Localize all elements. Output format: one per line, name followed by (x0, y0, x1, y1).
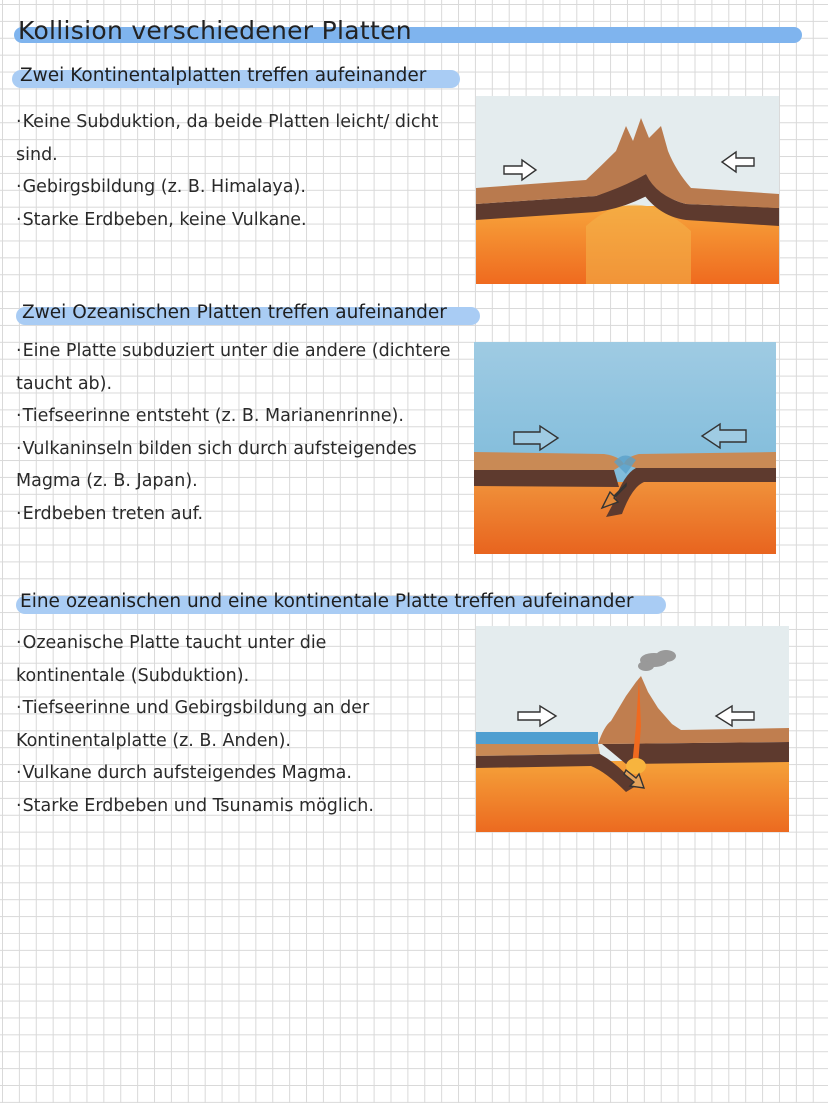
continental-collision-diagram (476, 96, 779, 284)
section-heading-2: Zwei Ozeanischen Platten treffen aufeinander (22, 302, 447, 323)
section-heading-3: Eine ozeanischen und eine kontinentale Platte treffen aufeinander (20, 591, 634, 612)
bullet-item: · Gebirgsbildung (z. B. Himalaya). (16, 171, 446, 204)
oceanic-collision-diagram (474, 342, 776, 554)
ocean (476, 732, 598, 744)
ocean-crust (476, 744, 600, 756)
bullet-item: · Erdbeben treten auf. (16, 498, 466, 531)
lithosphere-left (474, 470, 619, 487)
crust-left (474, 452, 624, 470)
bullet-item: · Vulkaninseln bilden sich durch aufsteigendes Magma (z. B. Japan). (16, 433, 466, 498)
section-heading-1: Zwei Kontinentalplatten treffen aufeinander (20, 65, 427, 86)
bullet-item: · Eine Platte subduziert unter die andere (dichtere taucht ab). (16, 335, 466, 400)
bullet-item: · Tiefseerinne und Gebirgsbildung an der Kontinentalplatte (z. B. Anden). (16, 692, 426, 757)
page-title: Kollision verschiedener Platten (18, 16, 412, 45)
bullet-item: · Tiefseerinne entsteht (z. B. Marianenrinne). (16, 400, 466, 433)
bullet-list-3 (16, 627, 426, 822)
bullet-list-1 (16, 106, 446, 236)
ocean-continent-collision-diagram (476, 626, 789, 832)
bullet-item: · Keine Subduktion, da beide Platten leicht/ dicht sind. (16, 106, 446, 171)
bullet-list-2 (16, 335, 466, 530)
bullet-item: · Vulkane durch aufsteigendes Magma. (16, 757, 426, 790)
bullet-item: · Ozeanische Platte taucht unter die kontinentale (Subduktion). (16, 627, 426, 692)
crust-right (624, 452, 776, 468)
bullet-item: · Starke Erdbeben, keine Vulkane. (16, 204, 446, 237)
bullet-item: · Starke Erdbeben und Tsunamis möglich. (16, 790, 426, 823)
